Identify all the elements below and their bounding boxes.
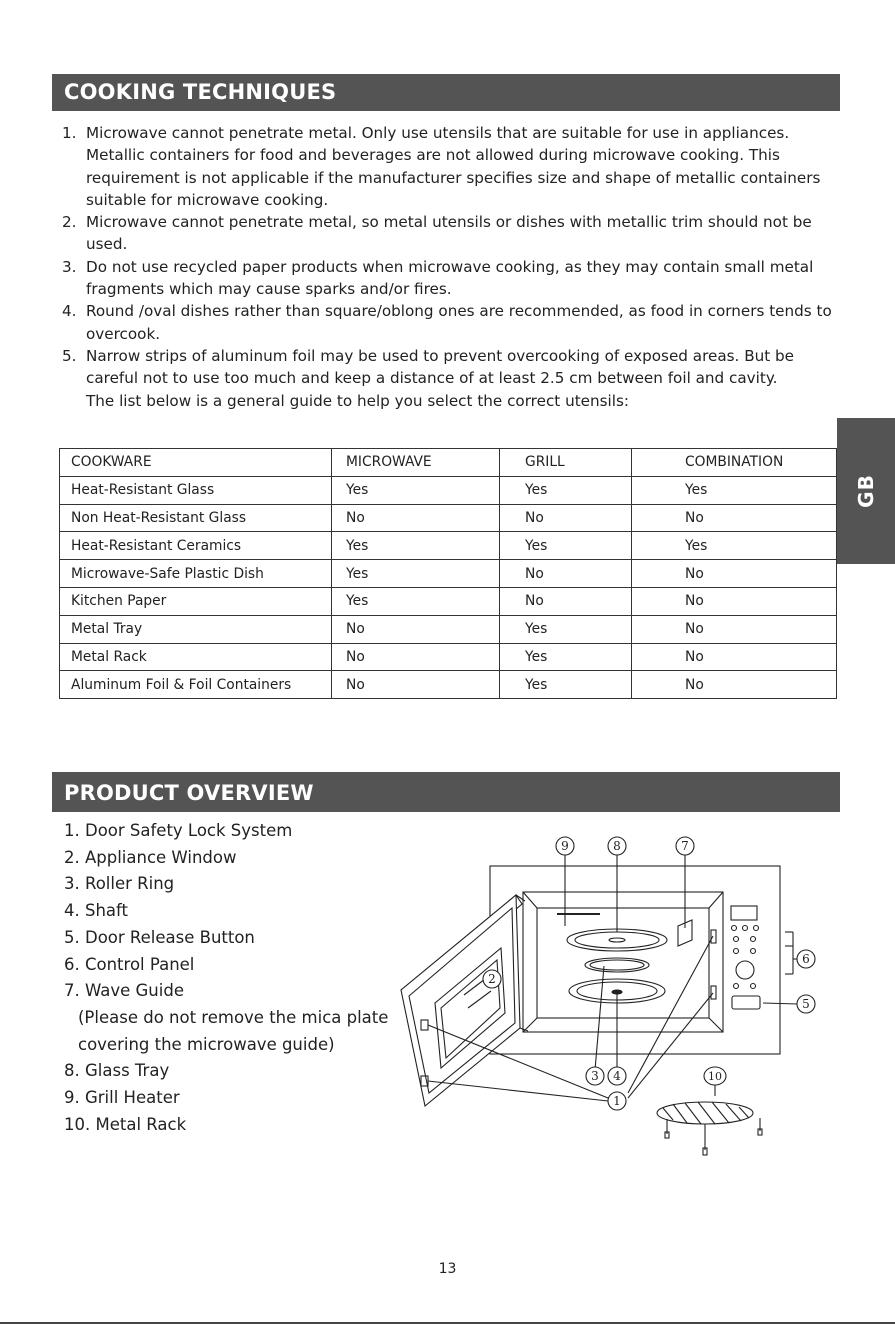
page-number: 13 xyxy=(438,1261,457,1277)
list-item: 9. Grill Heater xyxy=(64,1088,180,1108)
header-microwave: MICROWAVE xyxy=(332,449,500,477)
table-row: Metal Tray No Yes No xyxy=(60,615,837,643)
wave-guide-note: (Please do not remove the mica plate xyxy=(78,1007,389,1027)
wave-guide-note: covering the microwave guide) xyxy=(78,1034,335,1054)
header-cookware: COOKWARE xyxy=(60,449,332,477)
table-row: Heat-Resistant Glass Yes Yes Yes xyxy=(60,476,837,504)
callout-5: 5 xyxy=(802,997,810,1011)
parts-list xyxy=(64,818,394,1138)
list-item: 3. Do not use recycled paper products when microwave cooking, as they may contain small metal fragments which may cause sparks and/or fires. xyxy=(62,257,814,299)
list-item: 7. Wave Guide xyxy=(64,981,184,1001)
callout-3: 3 xyxy=(591,1069,599,1083)
callout-8: 8 xyxy=(613,839,621,853)
callout-7: 7 xyxy=(681,839,689,853)
list-item: 4. Round /oval dishes rather than square/oblong ones are recommended, as food in corners tends to overcook. xyxy=(62,302,832,343)
table-row: Aluminum Foil & Foil Containers No Yes No xyxy=(60,671,837,699)
callout-10: 10 xyxy=(708,1070,722,1083)
list-item: 10. Metal Rack xyxy=(64,1114,187,1134)
callout-6: 6 xyxy=(802,952,810,966)
door-panel xyxy=(401,895,520,1106)
list-item: 6. Control Panel xyxy=(64,954,195,974)
utensil-guide-note: The list below is a general guide to help you select the correct utensils: xyxy=(86,391,630,410)
table-row: Metal Rack No Yes No xyxy=(60,643,837,671)
list-item: 5. Narrow strips of aluminum foil may be used to prevent overcooking of exposed areas. But be careful not to use too much and keep a distance of at least 2.5 cm between foil and cavity. xyxy=(62,346,795,388)
table-row: Non Heat-Resistant Glass No No No xyxy=(60,504,837,532)
callout-2: 2 xyxy=(488,972,496,986)
cavity-back-wall xyxy=(537,908,709,1018)
microwave-diagram xyxy=(395,828,835,1164)
cooking-techniques-heading: COOKING TECHNIQUES xyxy=(52,74,840,111)
callout-9: 9 xyxy=(561,839,569,853)
header-grill: GRILL xyxy=(500,449,632,477)
cabinet-outline xyxy=(490,866,780,1054)
callout-1: 1 xyxy=(613,1094,621,1108)
list-item: 2. Appliance Window xyxy=(64,847,237,867)
display-window xyxy=(731,906,757,920)
metal-rack-shape xyxy=(657,1102,753,1124)
control-knob xyxy=(736,961,754,979)
list-item: 1. Door Safety Lock System xyxy=(64,821,293,840)
language-tab: GB xyxy=(837,418,895,564)
table-row: Heat-Resistant Ceramics Yes Yes Yes xyxy=(60,532,837,560)
list-item: 3. Roller Ring xyxy=(64,874,175,894)
callout-4: 4 xyxy=(613,1069,621,1083)
table-header-row xyxy=(60,449,837,477)
product-overview-heading: PRODUCT OVERVIEW xyxy=(52,772,840,812)
table-row: Kitchen Paper Yes No No xyxy=(60,587,837,615)
table-row: Microwave-Safe Plastic Dish Yes No No xyxy=(60,560,837,588)
list-item: 8. Glass Tray xyxy=(64,1061,170,1081)
door-release-button-shape xyxy=(732,996,760,1009)
list-item: 5. Door Release Button xyxy=(64,927,255,947)
list-item: 1. Microwave cannot penetrate metal. Only use utensils that are suitable for use in appliances. Metallic containers for food and beverages are not allowed during microwave cooking. This requirement is not applicable if the manufacturer specifies size and shape of metallic containers suitable for microwave cooking. xyxy=(62,124,821,209)
cooking-techniques-list xyxy=(62,122,842,412)
list-item: 4. Shaft xyxy=(64,901,129,921)
oven-cavity xyxy=(523,892,723,1032)
list-item: 2. Microwave cannot penetrate metal, so metal utensils or dishes with metallic trim should not be used. xyxy=(62,213,812,254)
cookware-table xyxy=(59,448,837,699)
header-combination: COMBINATION xyxy=(632,449,837,477)
